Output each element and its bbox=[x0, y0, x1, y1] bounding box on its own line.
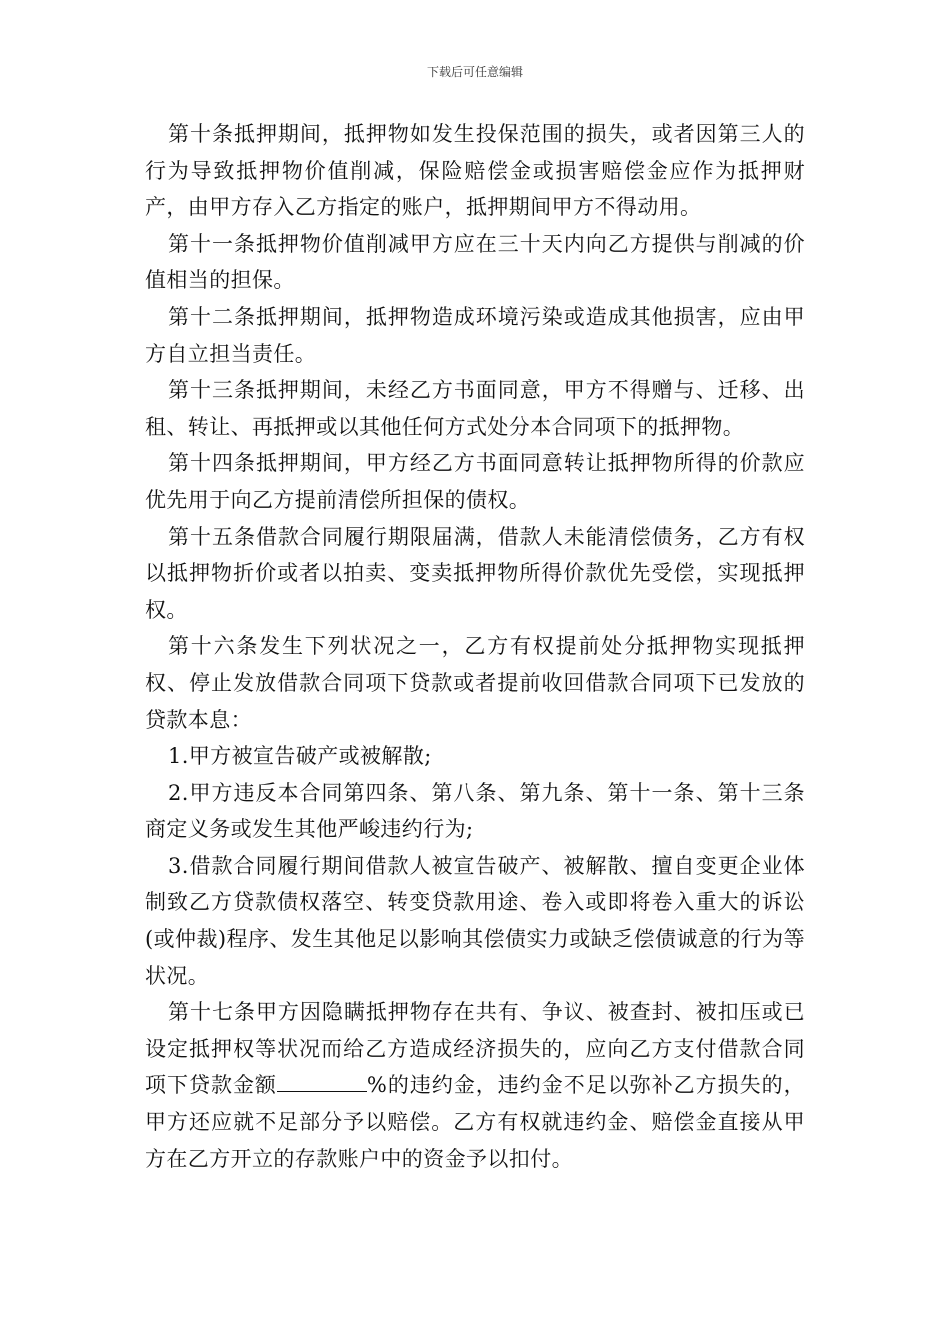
article-16-item-3: 3.借款合同履行期间借款人被宣告破产、被解散、擅自变更企业体制致乙方贷款债权落空、转变贷款用途、卷入或即将卷入重大的诉讼(或仲裁)程序、发生其他足以影响其偿债实力或缺乏偿债诚意的行为等状况。 bbox=[145, 853, 805, 988]
percentage-blank bbox=[277, 1069, 367, 1092]
article-16: 第十六条发生下列状况之一，乙方有权提前处分抵押物实现抵押权、停止发放借款合同项下贷款或者提前收回借款合同项下已发放的贷款本息： bbox=[145, 634, 805, 732]
article-12: 第十二条抵押期间，抵押物造成环境污染或造成其他损害，应由甲方自立担当责任。 bbox=[145, 304, 805, 366]
page-header-note: 下载后可任意编辑 bbox=[426, 65, 523, 79]
document-body bbox=[145, 116, 805, 1177]
article-14: 第十四条抵押期间，甲方经乙方书面同意转让抵押物所得的价款应优先用于向乙方提前清偿所担保的债权。 bbox=[145, 451, 805, 512]
article-16-item-1: 1.甲方被宣告破产或被解散; bbox=[168, 744, 432, 769]
article-17-part-1: 第十七条甲方因隐瞒抵押物存在共有、争议、被查封、被扣压或已设定抵押权等状况而给乙方造成经济损失的，应向乙方支付借款合同项下贷款金额 bbox=[145, 1000, 805, 1098]
article-16-item-2: 2.甲方违反本合同第四条、第八条、第九条、第十一条、第十三条商定义务或发生其他严峻违约行为; bbox=[145, 780, 805, 842]
article-17-part-2: %的违约金，违约金不足以弥补乙方损失的，甲方还应就不足部分予以赔偿。乙方有权就违约金、赔偿金直接从甲方在乙方开立的存款账户中的资金予以扣付。 bbox=[145, 1073, 806, 1171]
article-17 bbox=[145, 994, 805, 1177]
article-15: 第十五条借款合同履行期限届满，借款人未能清偿债务，乙方有权以抵押物折价或者以拍卖、变卖抵押物所得价款优先受偿，实现抵押权。 bbox=[145, 524, 805, 622]
article-13: 第十三条抵押期间，未经乙方书面同意，甲方不得赠与、迁移、出租、转让、再抵押或以其他任何方式处分本合同项下的抵押物。 bbox=[145, 378, 805, 439]
article-11: 第十一条抵押物价值削减甲方应在三十天内向乙方提供与削减的价值相当的担保。 bbox=[145, 231, 805, 293]
article-10: 第十条抵押期间，抵押物如发生投保范围的损失，或者因第三人的行为导致抵押物价值削减，保险赔偿金或损害赔偿金应作为抵押财产，由甲方存入乙方指定的账户，抵押期间甲方不得动用。 bbox=[145, 122, 805, 220]
